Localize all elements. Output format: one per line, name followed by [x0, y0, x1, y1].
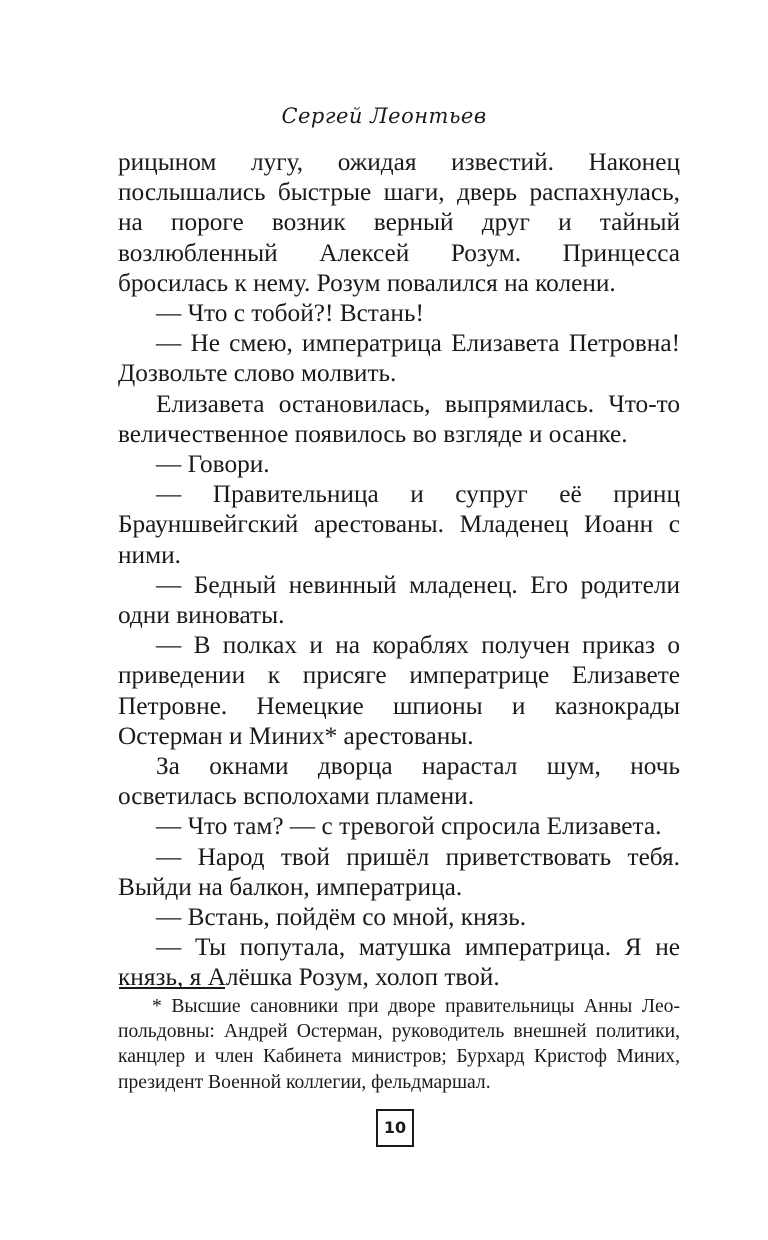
paragraph: Елизавета остановилась, выпрямилась. Что-то величественное появилось во взгляде и осанке.: [118, 389, 680, 448]
dialogue-line: — В полках и на кораблях получен приказ о приведении к присяге императрице Елизавете Петровне. Немецкие шпионы и казнокрады Остерман и Миних* арестованы.: [118, 631, 680, 750]
dialogue-line: — Не смею, императрица Елизавета Петровна! Дозвольте слово молвить.: [118, 329, 680, 388]
footnote-text: * Высшие сановники при дворе правительницы Анны Леопольдовны: Андрей Остерман, руководитель внешней политики, канцлер и член Кабинета министров; Бурхард Кристоф Миних, президент Военной коллегии, фельдмаршал.: [118, 996, 680, 1093]
running-header-author: Сергей Леонтьев: [281, 104, 487, 128]
paragraph: За окнами дворца нарастал шум, ночь осветилась всполохами пламени.: [118, 752, 680, 811]
dialogue-line: — Встань, пойдём со мной, князь.: [156, 903, 527, 932]
paragraph-continuation: рицыном лугу, ожидая известий. Наконец послышались быстрые шаги, дверь распахнулась, на пороге возник верный друг и тайный возлюбленный Алексей Розум. Принцесса бросилась к нему. Розум повалился на колени.: [118, 148, 680, 297]
dialogue-line: — Ты попутала, матушка императрица. Я не князь, я Алёшка Розум, холоп твой.: [118, 933, 680, 992]
dialogue-line: — Говори.: [156, 450, 270, 479]
dialogue-line: — Правительница и супруг её принц Брауншвейгский арестованы. Младенец Иоанн с ними.: [118, 480, 680, 569]
main-text: [118, 147, 680, 993]
dialogue-line: — Народ твой пришёл приветствовать тебя. Выйди на балкон, императрица.: [118, 842, 680, 901]
dialogue-line: — Что там? — с тревогой спросила Елизавета.: [156, 812, 662, 841]
footnote-divider: [119, 987, 225, 989]
page-number: 10: [376, 1109, 414, 1147]
dialogue-line: — Бедный невинный младенец. Его родители одни виноваты.: [118, 570, 680, 630]
dialogue-line: — Что с тобой?! Встань!: [156, 299, 424, 328]
footnote: [118, 994, 680, 1095]
